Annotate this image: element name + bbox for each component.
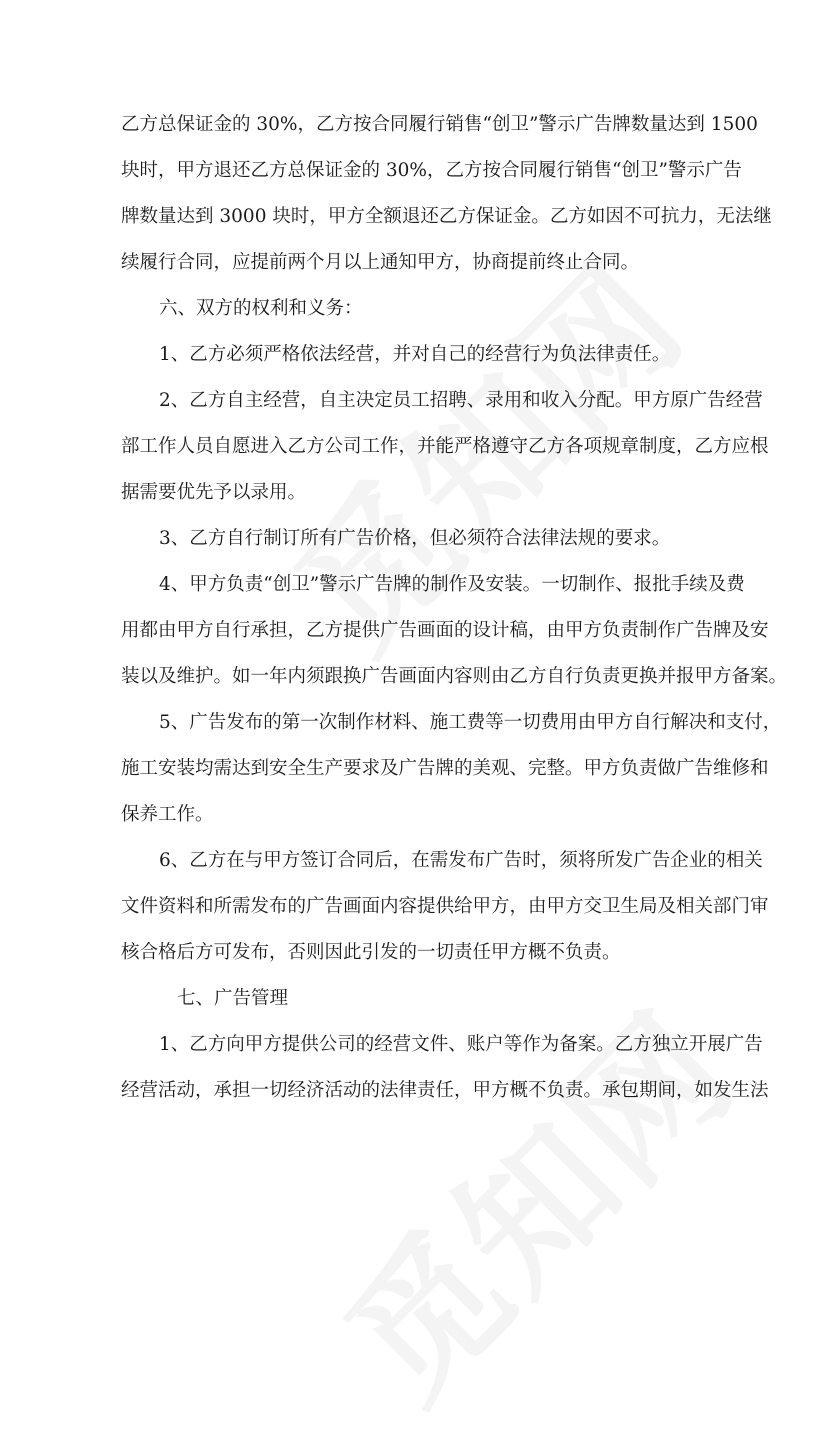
paragraph-line: 5、广告发布的第一次制作材料、施工费等一切费用由甲方自行解决和支付， bbox=[159, 712, 782, 733]
paragraph-line: 部工作人员自愿进入乙方公司工作，并能严格遵守乙方各项规章制度，乙方应根 bbox=[121, 436, 769, 457]
paragraph-line: 据需要优先予以录用。 bbox=[121, 482, 307, 503]
paragraph-line: 施工安装均需达到安全生产要求及广告牌的美观、完整。甲方负责做广告维修和 bbox=[121, 758, 769, 779]
paragraph-line: 文件资料和所需发布的广告画面内容提供给甲方，由甲方交卫生局及相关部门审 bbox=[121, 896, 769, 917]
paragraph-line: 经营活动，承担一切经济活动的法律责任，甲方概不负责。承包期间，如发生法 bbox=[121, 1080, 769, 1101]
paragraph-line: 装以及维护。如一年内须跟换广告画面内容则由乙方自行负责更换并报甲方备案。 bbox=[121, 666, 788, 687]
paragraph-line: 1、乙方必须严格依法经营，并对自己的经营行为负法律责任。 bbox=[159, 344, 671, 365]
paragraph-line: 块时，甲方退还乙方总保证金的 30%，乙方按合同履行销售“创卫”警示广告 bbox=[121, 160, 742, 181]
section-heading: 六、双方的权利和义务： bbox=[159, 298, 363, 319]
paragraph-line: 乙方总保证金的 30%，乙方按合同履行销售“创卫”警示广告牌数量达到 1500 bbox=[121, 114, 758, 135]
section-heading: 七、广告管理 bbox=[177, 988, 289, 1009]
paragraph-line: 牌数量达到 3000 块时，甲方全额退还乙方保证金。乙方如因不可抗力，无法继 bbox=[121, 206, 772, 227]
paragraph-line: 保养工作。 bbox=[121, 804, 214, 825]
paragraph-line: 核合格后方可发布，否则因此引发的一切责任甲方概不负责。 bbox=[121, 942, 621, 963]
paragraph-line: 续履行合同，应提前两个月以上通知甲方，协商提前终止合同。 bbox=[121, 252, 640, 273]
paragraph-line: 用都由甲方自行承担，乙方提供广告画面的设计稿，由甲方负责制作广告牌及安 bbox=[121, 620, 769, 641]
watermark bbox=[291, 958, 770, 1437]
paragraph-line: 2、乙方自主经营，自主决定员工招聘、录用和收入分配。甲方原广告经营 bbox=[159, 390, 763, 411]
paragraph-line: 4、甲方负责“创卫”警示广告牌的制作及安装。一切制作、报批手续及费 bbox=[159, 574, 745, 595]
paragraph-line: 3、乙方自行制订所有广告价格，但必须符合法律法规的要求。 bbox=[159, 528, 671, 549]
paragraph-line: 6、乙方在与甲方签订合同后，在需发布广告时，须将所发广告企业的相关 bbox=[159, 850, 763, 871]
paragraph-line: 1、乙方向甲方提供公司的经营文件、账户等作为备案。乙方独立开展广告 bbox=[159, 1034, 763, 1055]
